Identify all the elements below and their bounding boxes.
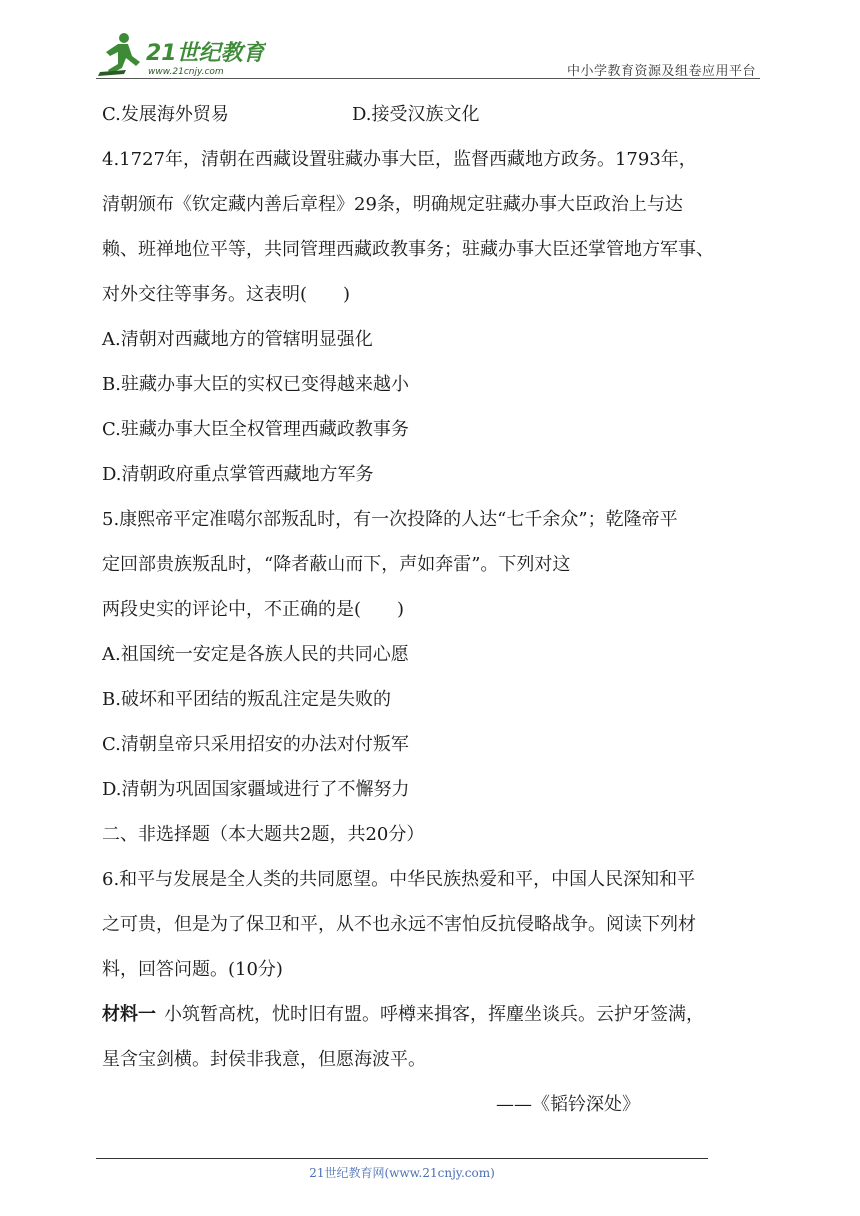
site-logo xyxy=(96,30,266,78)
section-heading-non-choice: 二、非选择题（本大题共2题，共20分） xyxy=(102,824,425,845)
material-1-line-1 xyxy=(102,1000,782,1030)
q4-stem-line-1: 4.1727年，清朝在西藏设置驻藏办事大臣，监督西藏地方政务。1793年， xyxy=(102,149,697,170)
material-1-line-2: 星含宝剑横。封侯非我意，但愿海波平。 xyxy=(102,1049,426,1070)
q6-stem-line-1: 6.和平与发展是全人类的共同愿望。中华民族热爱和平，中国人民深知和平 xyxy=(102,869,696,890)
header-divider xyxy=(96,78,760,79)
material-1-attribution: ——《韬钤深处》 xyxy=(496,1094,640,1115)
q4-stem-line-2: 清朝颁布《钦定藏内善后章程》29条，明确规定驻藏办事大臣政治上与达 xyxy=(102,194,683,215)
q5-stem-line-2: 定回部贵族叛乱时，“降者蔽山而下，声如奔雷”。下列对这 xyxy=(102,554,571,575)
q5-stem-line-3: 两段史实的评论中，不正确的是( ) xyxy=(102,599,405,620)
q4-option-b: B.驻藏办事大臣的实权已变得越来越小 xyxy=(102,374,409,395)
document-body xyxy=(102,100,782,1135)
q3-options-row xyxy=(102,100,782,130)
material-1-text: 小筑暂高枕，忧时旧有盟。呼樽来揖客，挥麈坐谈兵。云护牙签满， xyxy=(164,1004,704,1025)
q3-option-c: C.发展海外贸易 xyxy=(102,104,229,125)
page-header xyxy=(96,30,760,80)
q4-stem-line-3: 赖、班禅地位平等，共同管理西藏政教事务；驻藏办事大臣还掌管地方军事、 xyxy=(102,239,714,260)
runner-icon xyxy=(98,33,140,76)
q5-option-d: D.清朝为巩固国家疆域进行了不懈努力 xyxy=(102,779,410,800)
svg-text:www.21cnjy.com: www.21cnjy.com xyxy=(148,67,224,77)
material-1-label: 材料一 xyxy=(102,1004,156,1025)
q4-option-a: A.清朝对西藏地方的管辖明显强化 xyxy=(102,329,373,350)
q6-stem-line-3: 料，回答问题。(10分) xyxy=(102,959,283,980)
header-tagline: 中小学教育资源及组卷应用平台 xyxy=(566,64,756,79)
q4-option-c: C.驻藏办事大臣全权管理西藏政教事务 xyxy=(102,419,409,440)
footer-divider xyxy=(96,1158,708,1159)
q3-option-d: D.接受汉族文化 xyxy=(352,104,480,125)
q4-option-d: D.清朝政府重点掌管西藏地方军务 xyxy=(102,464,374,485)
q6-stem-line-2: 之可贵，但是为了保卫和平，从不也永远不害怕反抗侵略战争。阅读下列材 xyxy=(102,914,696,935)
footer-link[interactable]: 21世纪教育网(www.21cnjy.com) xyxy=(309,1166,495,1180)
q5-option-a: A.祖国统一安定是各族人民的共同心愿 xyxy=(102,644,409,665)
svg-text:21世纪教育: 21世纪教育 xyxy=(146,41,265,66)
q5-option-c: C.清朝皇帝只采用招安的办法对付叛军 xyxy=(102,734,409,755)
q5-option-b: B.破坏和平团结的叛乱注定是失败的 xyxy=(102,689,391,710)
q4-stem-line-4: 对外交往等事务。这表明( ) xyxy=(102,284,351,305)
q5-stem-line-1: 5.康熙帝平定准噶尔部叛乱时，有一次投降的人达“七千余众”；乾隆帝平 xyxy=(102,509,678,530)
